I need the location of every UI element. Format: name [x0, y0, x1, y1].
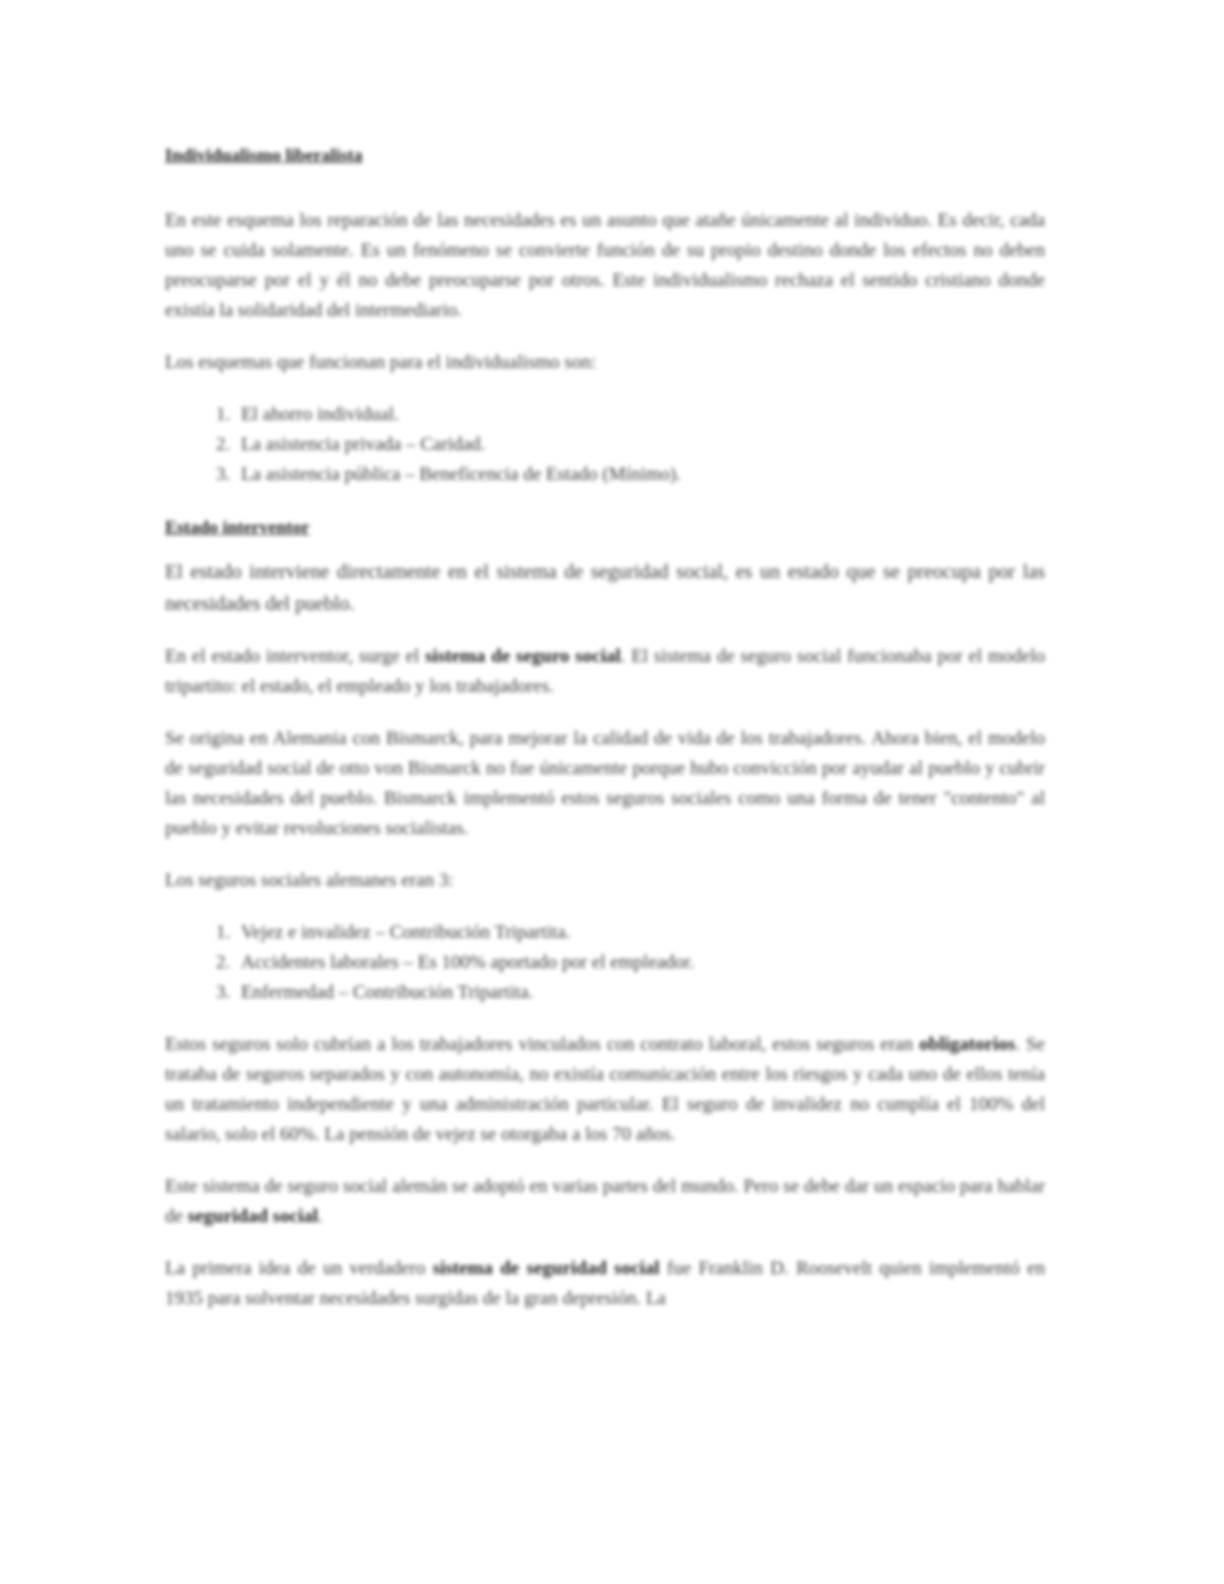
paragraph-seguros-alemanes-intro: Los seguros sociales alemanes eran 3:	[165, 870, 454, 891]
paragraph-seguro-social	[165, 642, 1045, 702]
list-item: 2. La asistencia privada – Caridad.	[235, 430, 1045, 460]
document-page	[165, 140, 1045, 1336]
text-run: En el estado interventor, surge el	[165, 646, 426, 667]
bold-text: obligatorios	[919, 1034, 1016, 1055]
list-item: 3. Enfermedad – Contribución Tripartita.	[235, 978, 1045, 1008]
paragraph-sistema-adoptado	[165, 1172, 1045, 1232]
bold-text: sistema de seguro social	[425, 646, 621, 667]
text-run: . El sistema de seguro social funcionaba por el modelo tripartito: el estado, el empleado y los trabajadores.	[165, 646, 1045, 697]
text-run: Este sistema de seguro social alemán se adoptó en varias partes del mundo. Pero se debe dar un espacio para hablar de	[165, 1176, 1045, 1227]
text-run: fue Franklin D. Roosevelt quien implementó en 1935 para solventar necesidades surgidas de la gran depresión. La	[165, 1258, 1046, 1309]
heading-individualismo: Individualismo liberalista	[165, 145, 363, 165]
paragraph-bismarck: Se origina en Alemania con Bismarck, para mejorar la calidad de vida de los trabajadores. Ahora bien, el modelo de seguridad social de otto von Bismarck no fue únicamente porque hubo convicción por ayudar al pueblo y cubrir las necesidades del pueblo. Bismarck implementó estos seguros sociales como una forma de tener "contento" al pueblo y evitar revoluciones socialistas.	[165, 728, 1045, 839]
paragraph-esquemas-intro: Los esquemas que funcionan para el individualismo son:	[165, 352, 597, 373]
heading-estado-interventor: Estado interventor	[165, 517, 310, 537]
bold-text: sistema de seguridad social	[432, 1258, 660, 1279]
list-item: 1. El ahorro individual.	[235, 400, 1045, 430]
text-run: .	[318, 1206, 323, 1227]
paragraph-roosevelt	[165, 1254, 1045, 1314]
list-esquemas	[165, 400, 1045, 490]
text-run: La primera idea de un verdadero	[165, 1258, 433, 1279]
paragraph-estado-intro: El estado interviene directamente en el sistema de seguridad social, es un estado que se preocupa por las necesidades del pueblo.	[165, 561, 1045, 615]
text-run: . Se trataba de seguros separados y con autonomía, no existía comunicación entre los riesgos y cada uno de ellos tenía un tratamiento independiente y una administración particular. El seguro de invalidez no cumplía el 100% del salario, solo el 60%. La pensión de vejez se otorgaba a los 70 años.	[165, 1034, 1045, 1145]
list-item: 2. Accidentes laborales – Es 100% aportado por el empleador.	[235, 948, 1045, 978]
list-item: 3. La asistencia pública – Beneficencia de Estado (Mínimo).	[235, 460, 1045, 490]
text-run: Estos seguros solo cubrían a los trabajadores vinculados con contrato laboral, estos seguros eran	[165, 1034, 920, 1055]
list-item: 1. Vejez e invalidez – Contribución Tripartita.	[235, 918, 1045, 948]
paragraph-seguros-obligatorios	[165, 1030, 1045, 1150]
paragraph-individualismo-intro: En este esquema los reparación de las necesidades es un asunto que atañe únicamente al individuo. Es decir, cada uno se cuida solamente. Es un fenómeno se convierte función de su propio destino donde los efectos no deben preocuparse por el y él no debe preocuparse por otros. Este individualismo rechaza el sentido cristiano donde existía la solidaridad del intermediario.	[165, 210, 1045, 321]
bold-text: seguridad social	[187, 1206, 319, 1227]
list-seguros-alemanes	[165, 918, 1045, 1008]
